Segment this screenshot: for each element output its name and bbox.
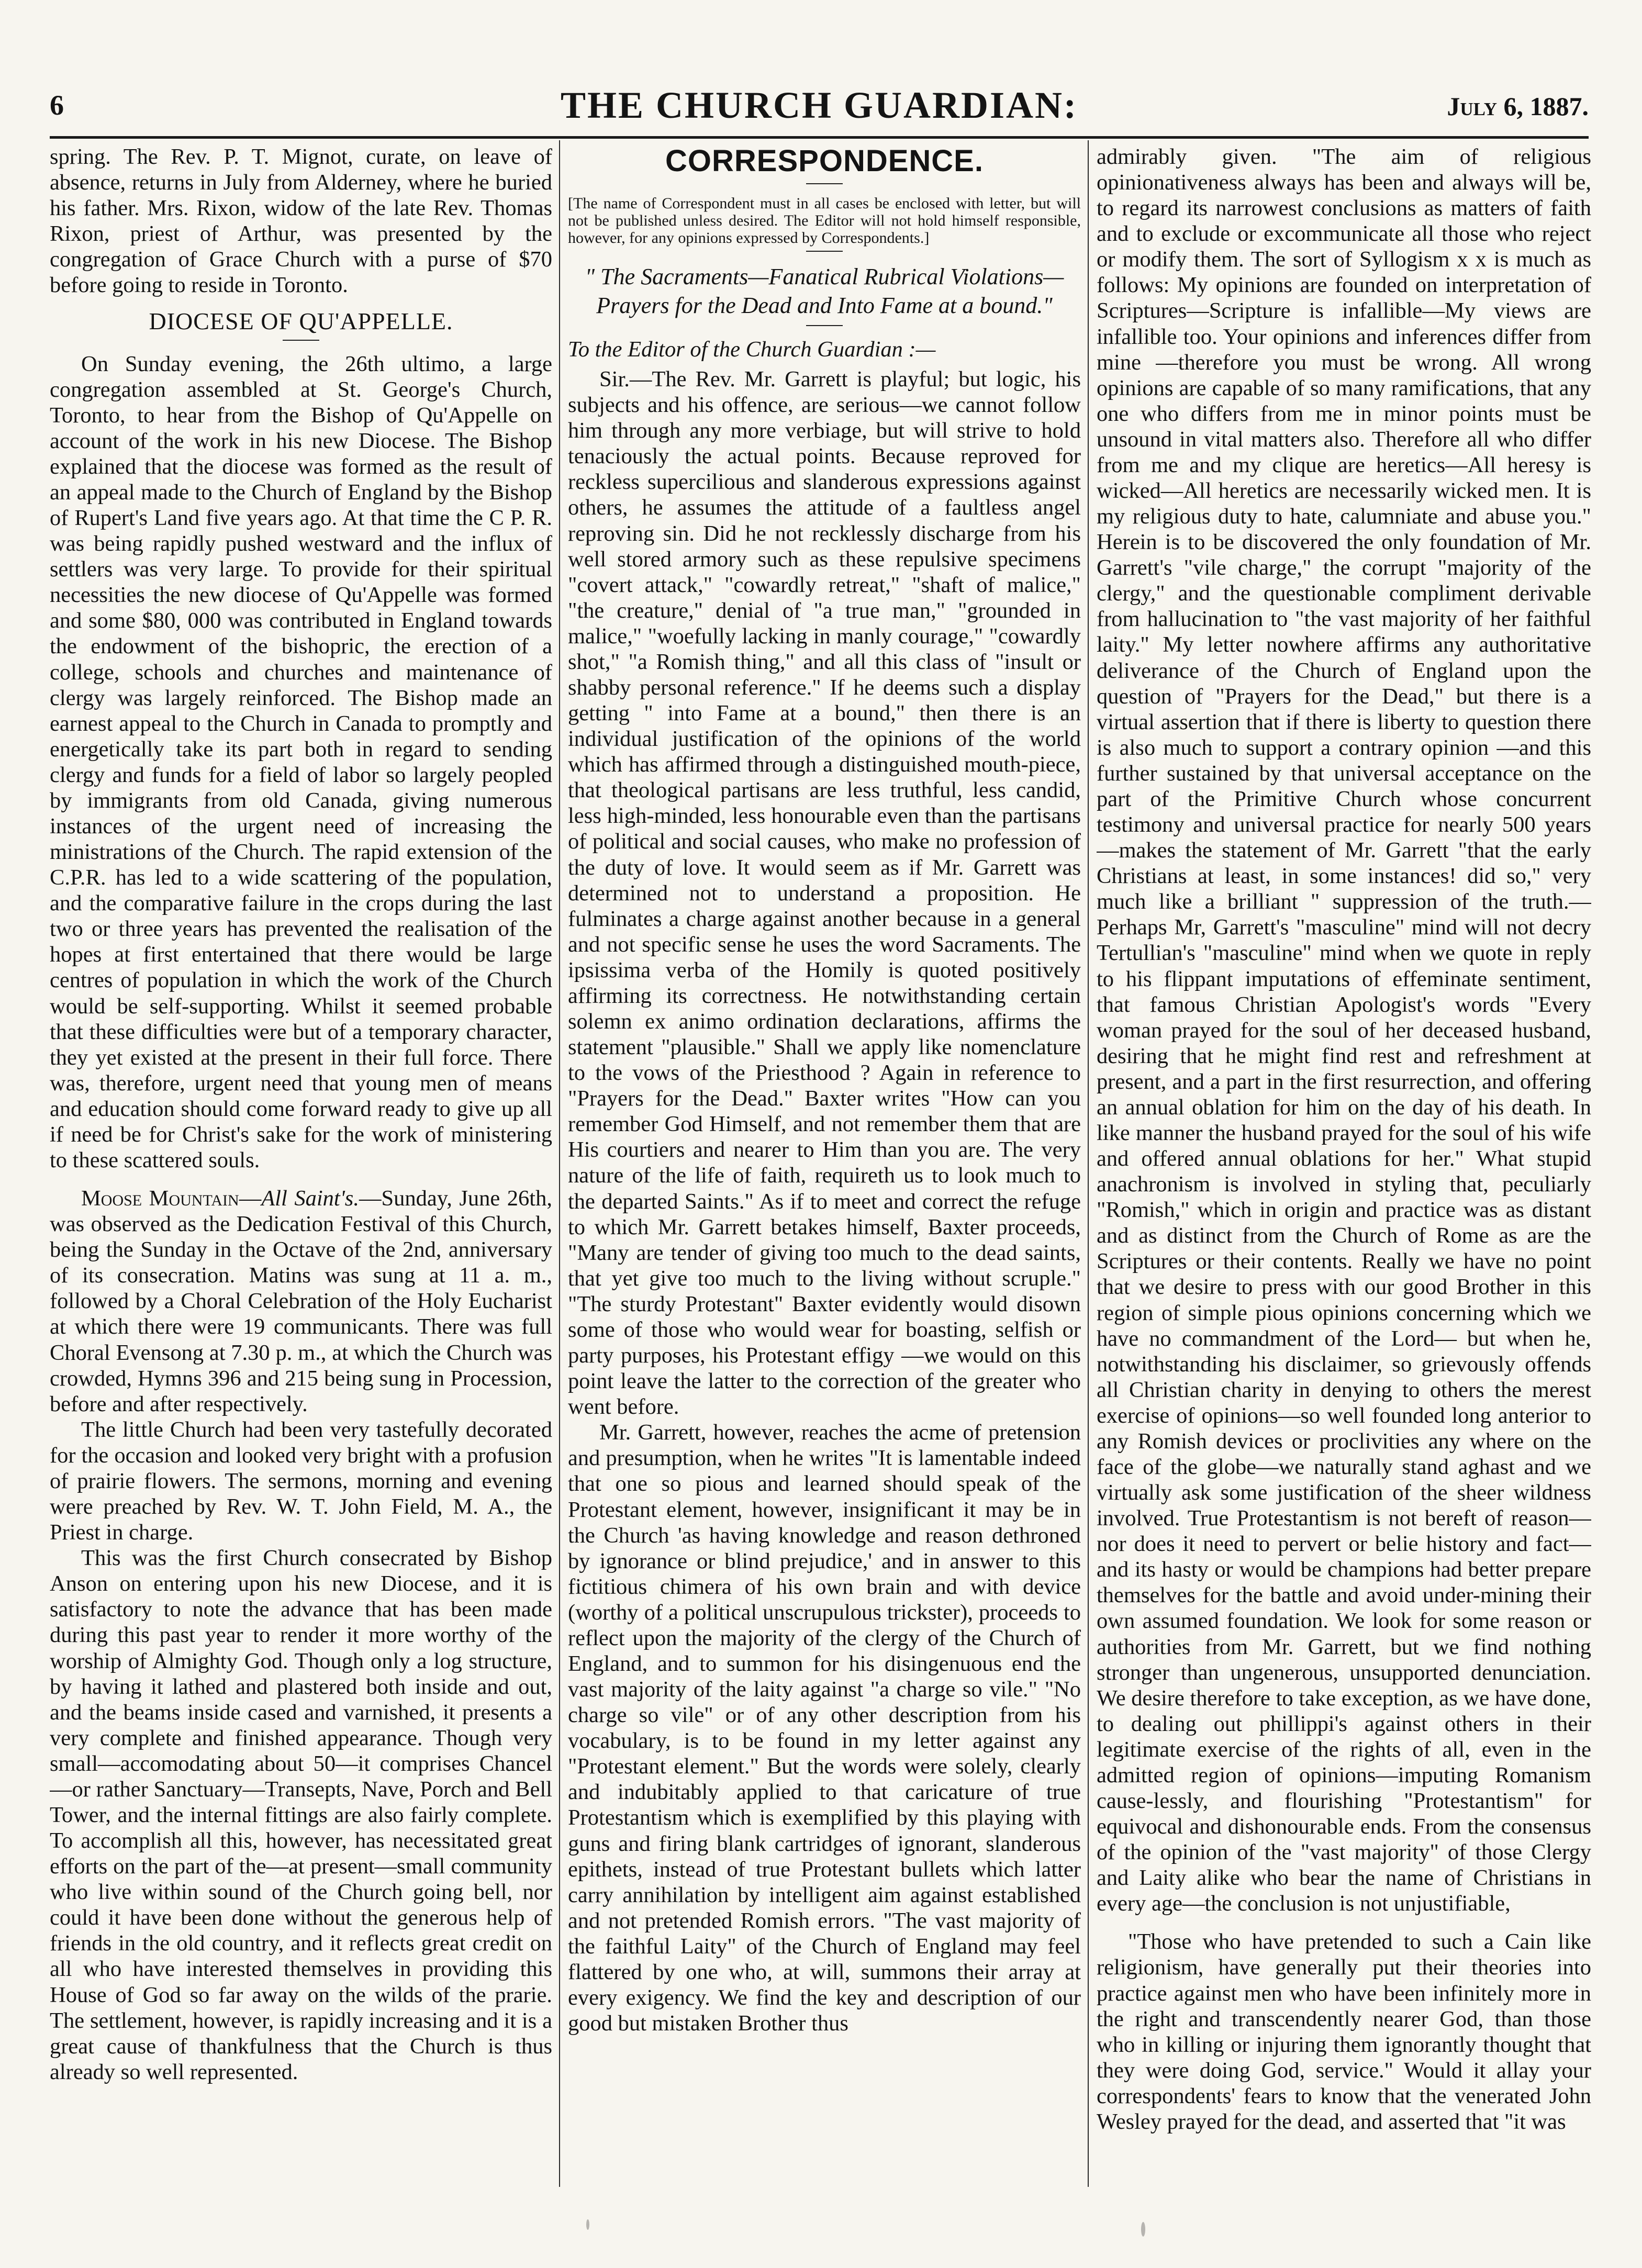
article-paragraph: The little Church had been very tastefully decorated for the occasion and looked very bright with a profusion of prairie flowers. The sermons, morning and evening were preached by Rev. W. T. John Field, M. A., the Priest in charge. bbox=[50, 1417, 552, 1545]
issue-date: July 6, 1887. bbox=[1447, 92, 1589, 121]
divider bbox=[806, 183, 843, 184]
letter-paragraph: "Those who have pretended to such a Cain like religionism, have generally put their theories into practice against men who have been infinitely more in the right and transcendently nearer God, than those who in killing or injuring them ignorantly thought that they were doing God, service." Would it allay your correspondents' fears to know that the venerated John Wesley prayed for the dead, and asserted that "it was bbox=[1097, 1929, 1591, 2134]
newspaper-title: THE CHURCH GUARDIAN: bbox=[560, 84, 1078, 126]
column-middle bbox=[568, 144, 1081, 2185]
section-heading: DIOCESE OF QU'APPELLE. bbox=[149, 308, 453, 335]
masthead bbox=[50, 79, 1589, 139]
page-number: 6 bbox=[50, 90, 64, 121]
divider bbox=[283, 340, 319, 341]
correspondence-heading: CORRESPONDENCE. bbox=[665, 144, 984, 178]
column-divider bbox=[559, 140, 560, 2187]
editorial-note: [The name of Correspondent must in all cases be enclosed with letter, but will not be published unless desired. The Editor will not hold himself responsible, however, for any opinions expressed by Correspondents.] bbox=[568, 194, 1081, 247]
column-right bbox=[1097, 144, 1591, 2185]
article-paragraph: spring. The Rev. P. T. Mignot, curate, on leave of absence, returns in July from Alderney, where he buried his father. Mrs. Rixon, widow of the late Rev. Thomas Rixon, priest of Arthur, was presented by the congregation of Grace Church with a purse of $70 before going to reside in Toronto. bbox=[50, 144, 552, 298]
column-divider bbox=[1088, 140, 1089, 2187]
article-paragraph: Moose Mountain—All Saint's.—Sunday, June 26th, was observed as the Dedication Festival of this Church, being the Sunday in the Octave of the 2nd, anniversary of its consecration. Matins was sung at 11 a. m., followed by a Choral Celebration of the Holy Eucharist at which there were 19 communicants. There was full Choral Evensong at 7.30 p. m., at which the Church was crowded, Hymns 396 and 215 being sung in Procession, before and after respectively. bbox=[50, 1186, 552, 1416]
divider bbox=[806, 325, 843, 326]
scan-mark bbox=[586, 2219, 589, 2230]
article-paragraph: On Sunday evening, the 26th ultimo, a large congregation assembled at St. George's Church, Toronto, to hear from the Bishop of Qu'Appelle on account of the work in his new Diocese. The Bishop explained that the diocese was formed as the result of an appeal made to the Church of England by the Bishop of Rupert's Land five years ago. At that time the C P. R. was being rapidly pushed westward and the influx of settlers was very large. To provide for their spiritual necessities the new diocese of Qu'Appelle was formed and some $80, 000 was contributed in England towards the endowment of the bishopric, the erection of a college, schools and churches and maintenance of clergy was largely reinforced. The Bishop made an earnest appeal to the Church in Canada to promptly and energetically take its part both in regard to sending clergy and funds for a field of labor so largely peopled by immigrants from old Canada, giving numerous instances of the urgent need of increasing the ministrations of the Church. The rapid extension of the C.P.R. has led to a wide scattering of the population, and the comparative failure in the crops during the last two or three years has prevented the realisation of the hopes at first entertained that there would be large centres of population in which the work of the Church would be self-supporting. Whilst it seemed probable that these difficulties were but of a temporary character, they yet existed at the present in their full force. There was, therefore, urgent need that young men of means and education should come forward ready to give up all if need be for Christ's sake for the work of ministering to these scattered souls. bbox=[50, 351, 552, 1173]
column-left bbox=[50, 144, 552, 2185]
letter-paragraph: Sir.—The Rev. Mr. Garrett is playful; but logic, his subjects and his offence, are serious—we cannot follow him through any more verbiage, but will strive to hold tenaciously the actual points. Because reproved for reckless supercilious and slanderous expressions against others, he assumes the attitude of a faultless angel reproving sin. Did he not recklessly discharge from his well stored armory such as these repulsive specimens "covert attack," "cowardly retreat," "shaft of malice," "the creature," denial of "a true man," "grounded in malice," "woefully lacking in manly courage," "cowardly shot," "a Romish thing," and all this class of "insult or shabby personal reference." If he deems such a display getting " into Fame at a bound," then there is an individual justification of the opinions of the world which has affirmed through a distinguished mouth-piece, that theological partisans are less truthful, less candid, less high-minded, less honourable even than the partisans of political and social causes, who make no profession of the duty of love. It would seem as if Mr. Garrett was determined not to understand a proposition. He fulminates a charge against another because in a general and not specific sense he uses the word Sacraments. The ipsissima verba of the Homily is quoted positively affirming its correctness. He notwithstanding certain solemn ex animo ordination declarations, affirms the statement "plausible." Shall we apply like nomenclature to the vows of the Priesthood ? Again in reference to "Prayers for the Dead." Baxter writes "How can you remember God Himself, and not remember them that are His courtiers and nearer to Him than you are. The very nature of the life of faith, requireth us to look much to the departed Saints." As if to meet and correct the refuge to which Mr. Garrett betakes himself, Baxter proceeds, "Many are tender of giving too much to the dead saints, that yet give too much to the living without scruple." "The sturdy Protestant" Baxter evidently would disown some of those who would wear for boasting, selfish or party purposes, his Protestant effigy —we would on this point leave the latter to the correction of the greater who went before. bbox=[568, 367, 1081, 1420]
church-name: All Saint's. bbox=[261, 1186, 359, 1211]
scan-mark bbox=[1141, 2222, 1145, 2237]
letter-paragraph: Mr. Garrett, however, reaches the acme of pretension and presumption, when he writes "It is lamentable indeed that one so pious and learned should speak of the Protestant element, however, insignificant it may be in the Church 'as having knowledge and reason dethroned by ignorance or blind prejudice,' and in answer to this fictitious chimera of his own brain and with device (worthy of a political unscrupulous trickster), proceeds to reflect upon the majority of the clergy of the Church of England, and to summon for his disingenuous end the vast majority of the laity against "a charge so vile." "No charge so vile" or of any other description from his vocabulary, is to be found in my letter against any "Protestant element." But the words were solely, clearly and indubitably applied to that caricature of true Protestantism which is exemplified by this playing with guns and firing blank cartridges of ignorant, slanderous epithets, instead of true Protestant bullets which latter carry annihilation by intelligent aim against established and not pretended Romish errors. "The vast majority of the faithful Laity" of the Church of England may feel flattered by one who, at will, summons their array at every exigency. We find the key and description of our good but mistaken Brother thus bbox=[568, 1420, 1081, 2036]
letter-title: " The Sacraments—Fanatical Rubrical Violations—Prayers for the Dead and Into Fame at a bound." bbox=[585, 263, 1064, 318]
place-lead: Moose Mountain bbox=[81, 1186, 239, 1211]
letter-paragraph: admirably given. "The aim of religious opinionativeness always has been and always will be, to regard its narrowest conclusions as matters of faith and to exclude or excommunicate all those who reject or modify them. The sort of Syllogism x x is much as follows: My opinions are founded on interpretation of Scriptures—Scripture is infallible—My views are infallible too. Your opinions and inferences differ from mine —therefore you must be wrong. All wrong opinions are capable of so many ramifications, that any one who differs from me in minor points must be unsound in vital matters also. Therefore all who differ from me and my clique are heretics—All heresy is wicked—All heretics are necessarily wicked men. It is my religious duty to hate, calumniate and abuse you." Herein is to be discovered the only foundation of Mr. Garrett's "vile charge," the corrupt "majority of the clergy," and the questionable compliment derivable from hallucination to "the vast majority of her faithful laity." My letter nowhere affirms any authoritative deliverance of the Church of England upon the question of "Prayers for the Dead," but there is a virtual assertion that if there is liberty to question there is also much to support a contrary opinion —and this further sustained by that universal acceptance on the part of the Primitive Church whose concurrent testimony and universal practice for nearly 500 years—makes the statement of Mr. Garrett "that the early Christians at least, in some instances! did so," very much like a brilliant " suppression of the truth.—Perhaps Mr, Garrett's "masculine" mind will not decry Tertullian's "masculine" mind when we quote in reply to his flippant imputations of effeminate sentiment, that famous Christian Apologist's words "Every woman prayed for the soul of her deceased husband, desiring that he might find rest and refreshment at present, and a part in the first resurrection, and offering an annual oblation for him on the day of his death. In like manner the husband prayed for the soul of his wife and offered annual oblations for her." What stupid anachronism is involved in styling that, peculiarly "Romish," which in origin and practice was as distant and as distinct from the Church of Rome as are the Scriptures or their contents. Really we have no point that we desire to press with our good Brother in this region of simple pious opinions concerning which we have no commandment of the Lord— but when he, notwithstanding his disclaimer, so grievously offends all Christian charity in denying to others the merest exercise of opinions—so well founded long anterior to any Romish devices or proclivities any where on the face of the globe—we naturally stand aghast and we virtually ask some justification of the sheer wildness involved. True Protestantism is not bereft of reason—nor does it need to pervert or belie history and fact—and its hasty or would be champions had better prepare themselves for the battle and avoid under-mining their own assumed foundation. We look for some reason or authorities from Mr. Garrett, but we find nothing stronger than ungenerous, unsupported denunciation. We desire therefore to take exception, as we have done, to dealing out phillippi's against others in their legitimate exercise of the rights of all, even in the admitted region of opinions—imputing Romanism cause-lessly, and flourishing "Protestantism" for equivocal and dishonourable ends. From the consensus of the opinion of the "vast majority" of those Clergy and Laity alike who bear the name of Christians in every age—the conclusion is not unjustifiable, bbox=[1097, 144, 1591, 1916]
salutation: To the Editor of the Church Guardian :— bbox=[568, 337, 936, 362]
article-paragraph: This was the first Church consecrated by Bishop Anson on entering upon his new Diocese, and it is satisfactory to note the advance that has been made during this past year to render it more worthy of the worship of Almighty God. Though only a log structure, by having it lathed and plastered both inside and out, and the beams inside cased and varnished, it presents a very complete and finished appearance. Though very small—accomodating about 50—it comprises Chancel—or rather Sanctuary—Transepts, Nave, Porch and Bell Tower, and the internal fittings are also fairly complete. To accomplish all this, however, has necessitated great efforts on the part of the—at present—small community who live within sound of the Church going bell, nor could it have been done without the generous help of friends in the old country, and it reflects great credit on all who have interested themselves in providing this House of God so far away on the wilds of the prarie. The settlement, however, is rapidly increasing and it is a great cause of thankfulness that the Church is thus already so well represented. bbox=[50, 1546, 552, 2084]
divider bbox=[806, 251, 843, 252]
